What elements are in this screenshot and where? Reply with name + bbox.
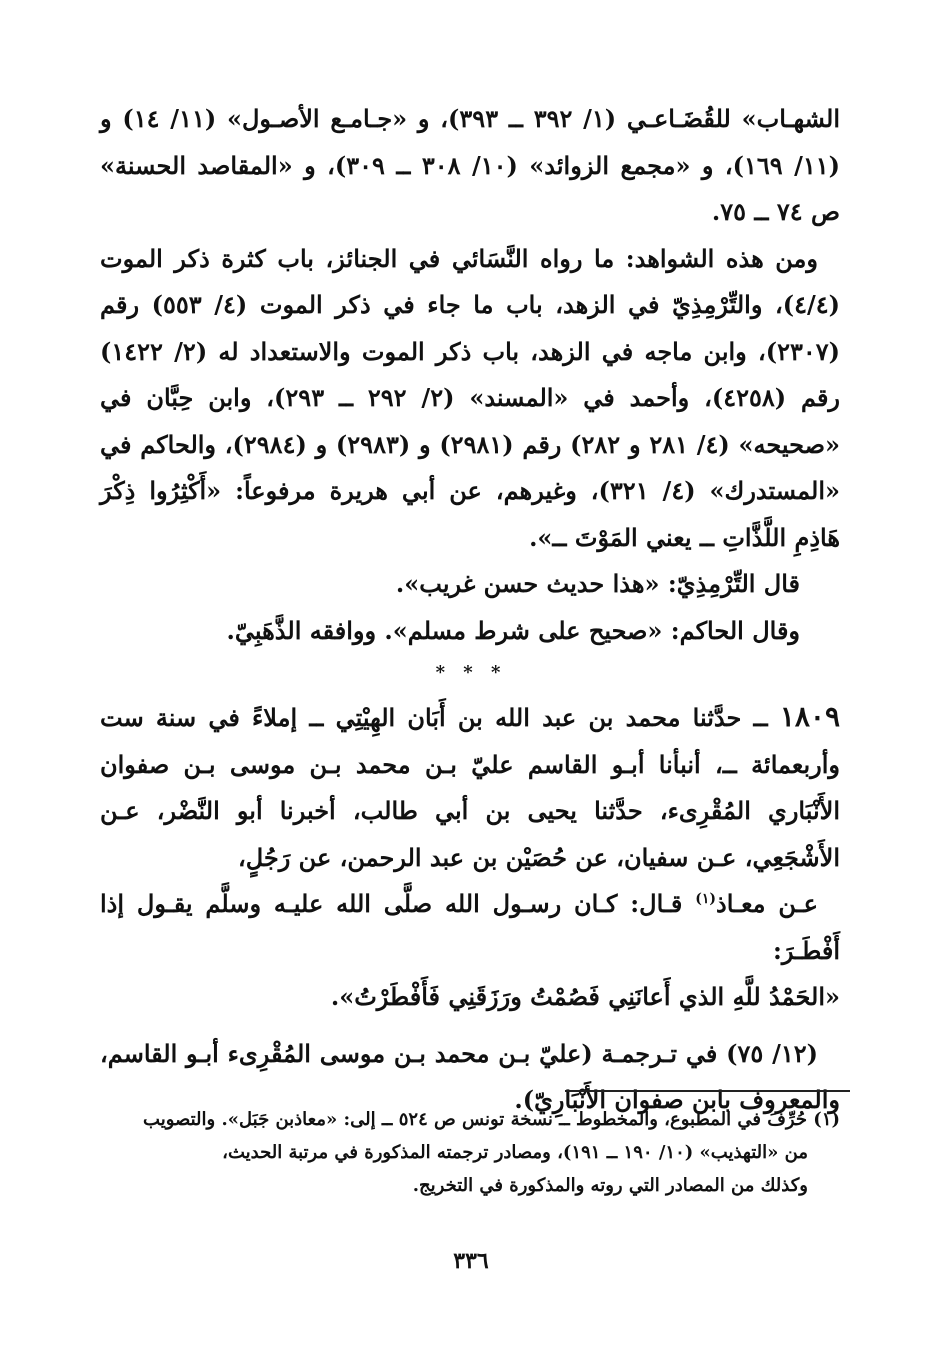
footnote-marker: (١) <box>813 1109 840 1130</box>
hadith-intro-part-1: عـن معـاذ <box>716 889 818 918</box>
paragraph-hakim-verdict: وقال الحاكم: «صحيح على شرط مسلم». ووافقه الذَّهَبِيّ. <box>226 615 800 645</box>
section-divider-stars: * * * <box>435 662 507 683</box>
hadith-number: ١٨٠٩ <box>779 700 840 733</box>
paragraph-hadith-intro <box>100 881 840 974</box>
paragraph-tirmidhi-verdict: قال التِّرْمِذِيّ: «هذا حديث حسن غريب». <box>395 569 800 598</box>
hadith-chain-text: ــ حدَّثنا محمد بن عبد الله بن أَبَان الهِيْتِي ــ إملاءً في سنة ست وأربعمائة ــ، أنبأنا أبـو القاسم عليّ بـن محمد بـن موسى بـن صفوان الأَنْبَاري المُقْرِىء، حدَّثنا يحيى بن أبي طالب، أخبرنا أبو النَّضْر، عـن الأَشْجَعِي، عـن سفيان، عن حُصَيْن بن عبد الرحمن، عن رَجُلٍ، <box>100 703 840 872</box>
paragraph-sources: الشهـاب» للقُضَـاعـي (١/ ٣٩٢ ــ ٣٩٣)، و «جـامـع الأصـول» (١١/ ١٤) و (١١/ ١٦٩)، و «مجمع الزوائد» (١٠/ ٣٠٨ ــ ٣٠٩)، و «المقاصد الحسنة» ص ٧٤ ــ ٧٥. <box>100 104 841 226</box>
page-number: ٣٣٦ <box>453 1248 489 1274</box>
footnote-block <box>100 1103 840 1202</box>
hadith-intro-part-2: قـال: كـان رسـول الله صلَّى الله عليـه وسلَّم يقـول إذا أَفْطَـرَ: <box>100 889 840 965</box>
footnote-line-3: وكذلك من المصادر التي روته والمذكورة في التخريج. <box>412 1175 808 1196</box>
main-text-block-2 <box>100 694 840 1124</box>
footnote-line-2: من «التهذيب» (١٠/ ١٩٠ ــ ١٩١)، ومصادر ترجمته المذكورة في مرتبة الحديث، <box>222 1142 808 1163</box>
footnote-reference: (١) <box>695 891 717 907</box>
main-text-block-1 <box>100 96 840 654</box>
footnote-text-1: حُرِّفَ في المطبوع، والمخطوط ــ نسخة تونس ص ٥٢٤ ــ إلى: «معاذبن جَبَل». والتصويب <box>143 1109 807 1130</box>
paragraph-hadith-matn: «الحَمْدُ للَّهِ الذي أَعانَنِي فَصُمْتُ ورَزَقَنِي فَأَفْطَرْتُ». <box>330 982 840 1011</box>
footnote-line-1 <box>100 1103 840 1136</box>
paragraph-witnesses: ومن هذه الشواهد: ما رواه النَّسَائي في الجنائز، باب كثرة ذكر الموت (٤/٤)، والتِّرْمِذِيّ في الزهد، باب ما جاء في ذكر الموت (٤/ ٥٥٣) رقم (٢٣٠٧)، وابن ماجه في الزهد، باب ذكر الموت والاستعداد له (٢/ ١٤٢٢) رقم (٤٢٥٨)، وأحمد في «المسند» (٢/ ٢٩٢ ــ ٢٩٣)، وابن حِبَّان في «صحيحه» (٤/ ٢٨١ و ٢٨٢) رقم (٢٩٨١) و (٢٩٨٣) و (٢٩٨٤)، والحاكم في «المستدرك» (٤/ ٣٢١)، وغيرهم، عن أبي هريرة مرفوعاً: «أَكْثِرُوا ذِكْرَ هَاذِمِ اللَّذَّاتِ ــ يعني المَوْتَ ــ». <box>100 243 841 552</box>
paragraph-reference: (١٢/ ٧٥) في تـرجمـة (عليّ بـن محمد بـن موسى المُقْرِىء أبـو القاسم، والمعروف بابن صفوان الأَنْبَارِيّ). <box>100 1038 840 1114</box>
paragraph-hadith-chain <box>100 694 840 881</box>
footnote-separator <box>565 1090 850 1092</box>
